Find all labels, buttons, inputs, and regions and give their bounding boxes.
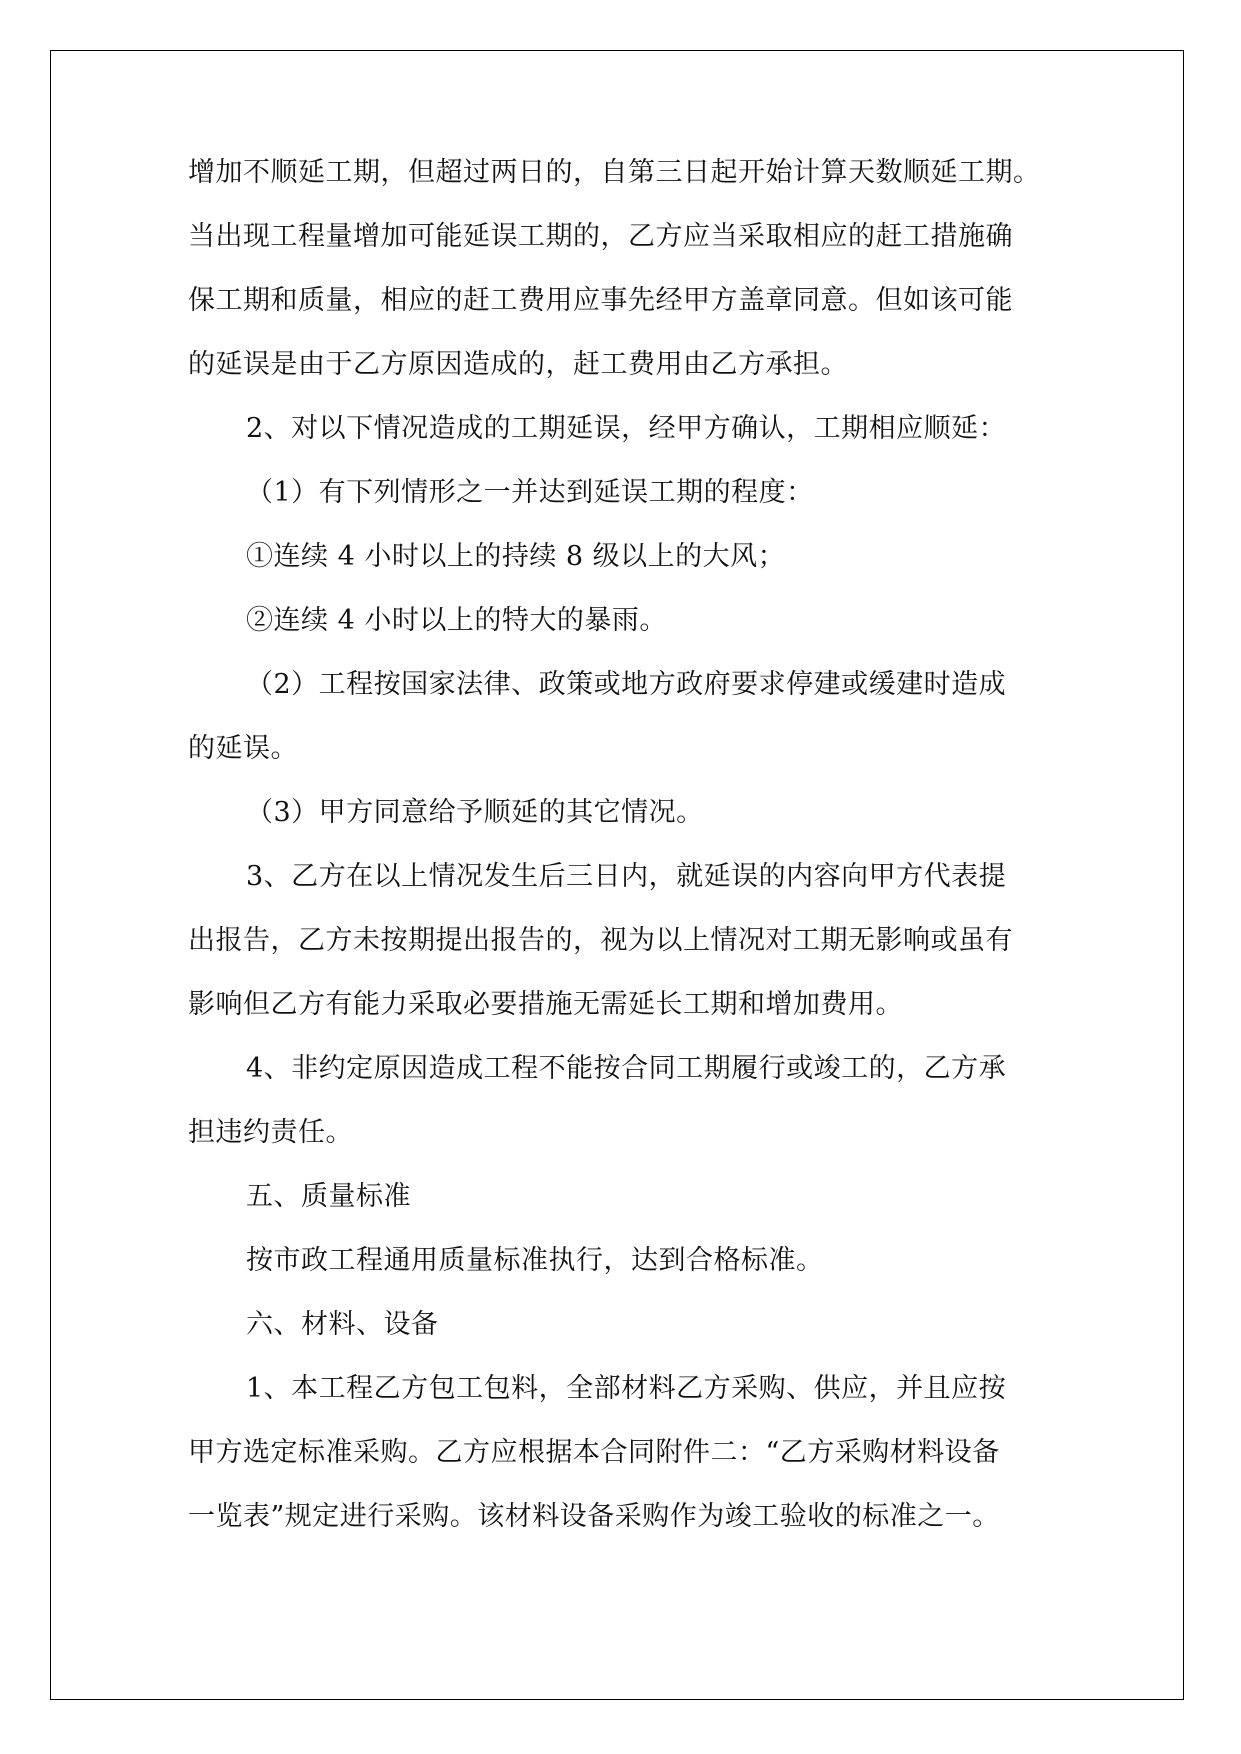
text-line: 甲方选定标准采购。乙方应根据本合同附件二：“乙方采购材料设备	[188, 1437, 1000, 1468]
text-line: 增加不顺延工期，但超过两日的，自第三日起开始计算天数顺延工期。	[188, 157, 1041, 188]
text-line: 4、非约定原因造成工程不能按合同工期履行或竣工的，乙方承	[246, 1053, 1007, 1084]
text-line: （3）甲方同意给予顺延的其它情况。	[246, 797, 704, 828]
text-line: 影响但乙方有能力采取必要措施无需延长工期和增加费用。	[188, 989, 903, 1020]
text-line: （2）工程按国家法律、政策或地方政府要求停建或缓建时造成	[246, 669, 1007, 700]
text-line: 的延误。	[188, 733, 298, 764]
text-line: 按市政工程通用质量标准执行，达到合格标准。	[246, 1245, 824, 1276]
text-line: 2、对以下情况造成的工期延误，经甲方确认，工期相应顺延：	[246, 413, 1007, 444]
text-line: ①连续 4 小时以上的持续 8 级以上的大风；	[246, 541, 786, 572]
text-line: 当出现工程量增加可能延误工期的，乙方应当采取相应的赶工措施确	[188, 221, 1013, 252]
text-line: 担违约责任。	[188, 1117, 353, 1148]
text-line: （1）有下列情形之一并达到延误工期的程度：	[246, 477, 814, 508]
text-line: 的延误是由于乙方原因造成的，赶工费用由乙方承担。	[188, 349, 848, 380]
text-line: 保工期和质量，相应的赶工费用应事先经甲方盖章同意。但如该可能	[188, 285, 1013, 316]
text-line: 3、乙方在以上情况发生后三日内，就延误的内容向甲方代表提	[246, 861, 1007, 892]
text-line: 出报告，乙方未按期提出报告的，视为以上情况对工期无影响或虽有	[188, 925, 1013, 956]
text-line: 一览表”规定进行采购。该材料设备采购作为竣工验收的标准之一。	[188, 1501, 1000, 1532]
text-line: 1、本工程乙方包工包料，全部材料乙方采购、供应，并且应按	[246, 1373, 1007, 1404]
text-line: ②连续 4 小时以上的特大的暴雨。	[246, 605, 667, 636]
section-heading: 六、材料、设备	[246, 1309, 439, 1340]
section-heading: 五、质量标准	[246, 1181, 411, 1212]
